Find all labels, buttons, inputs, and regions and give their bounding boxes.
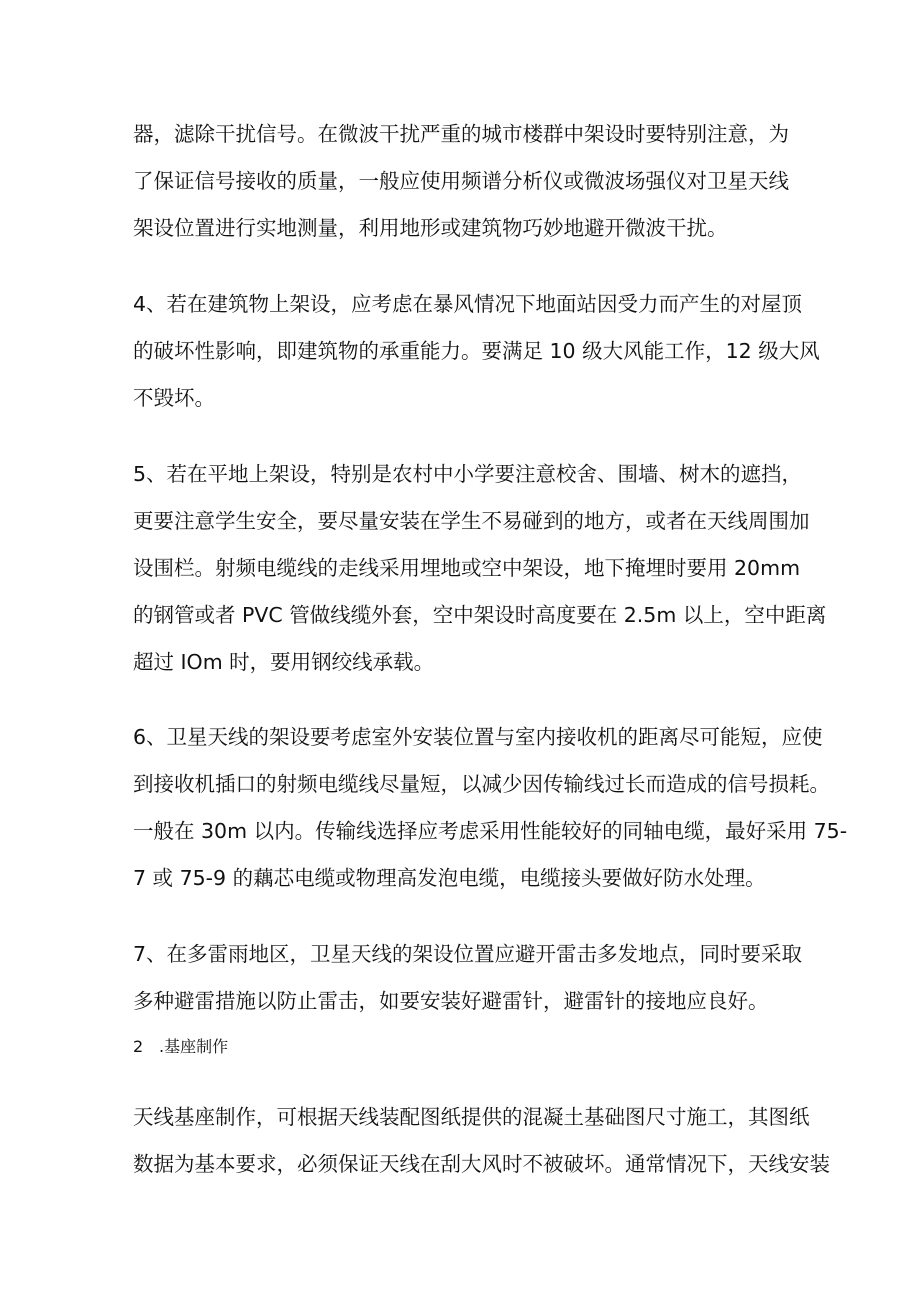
text-line: 架设位置进行实地测量，利用地形或建筑物巧妙地避开微波干扰。 — [133, 216, 728, 240]
text-line: 一般在 30m 以内。传输线选择应考虑采用性能较好的同轴电缆，最好采用 75- — [133, 819, 848, 843]
text-line: 设围栏。射频电缆线的走线采用埋地或空中架设，地下掩埋时要用 20mm — [133, 556, 801, 580]
text-line: 多种避雷措施以防止雷击，如要安装好避雷针，避雷针的接地应良好。 — [133, 989, 769, 1013]
text-line: 更要注意学生安全，要尽量安装在学生不易碰到的地方，或者在天线周围加 — [133, 509, 810, 533]
section-title: .基座制作 — [159, 1037, 229, 1056]
text-line: 天线基座制作，可根据天线装配图纸提供的混凝土基础图尺寸施工，其图纸 — [133, 1105, 810, 1129]
text-line: 6、卫星天线的架设要考虑室外安装位置与室内接收机的距离尽可能短，应使 — [133, 725, 823, 749]
text-line: 5、若在平地上架设，特别是农村中小学要注意校舍、围墙、树木的遮挡， — [133, 462, 803, 486]
text-line: 7 或 75-9 的藕芯电缆或物理高发泡电缆，电缆接头要做好防水处理。 — [133, 866, 766, 890]
text-line: 超过 IOm 时，要用钢绞线承载。 — [133, 650, 435, 674]
section-heading — [133, 1036, 228, 1058]
text-line: 4、若在建筑物上架设，应考虑在暴风情况下地面站因受力而产生的对屋顶 — [133, 292, 803, 316]
text-line: 到接收机插口的射频电缆线尽量短，以减少因传输线过长而造成的信号损耗。 — [133, 772, 830, 796]
text-line: 器，滤除干扰信号。在微波干扰严重的城市楼群中架设时要特别注意，为 — [133, 122, 789, 146]
text-line: 7、在多雷雨地区，卫星天线的架设位置应避开雷击多发地点，同时要采取 — [133, 942, 803, 966]
text-line: 了保证信号接收的质量，一般应使用频谱分析仪或微波场强仪对卫星天线 — [133, 169, 789, 193]
text-line: 不毁坏。 — [133, 386, 215, 410]
text-line: 的破坏性影响，即建筑物的承重能力。要满足 10 级大风能工作，12 级大风 — [133, 339, 820, 363]
text-line: 的钢管或者 PVC 管做线缆外套，空中架设时高度要在 2.5m 以上，空中距离 — [133, 603, 827, 627]
section-number: 2 — [133, 1037, 144, 1056]
text-line: 数据为基本要求，必须保证天线在刮大风时不被破坏。通常情况下，天线安装 — [133, 1152, 830, 1176]
